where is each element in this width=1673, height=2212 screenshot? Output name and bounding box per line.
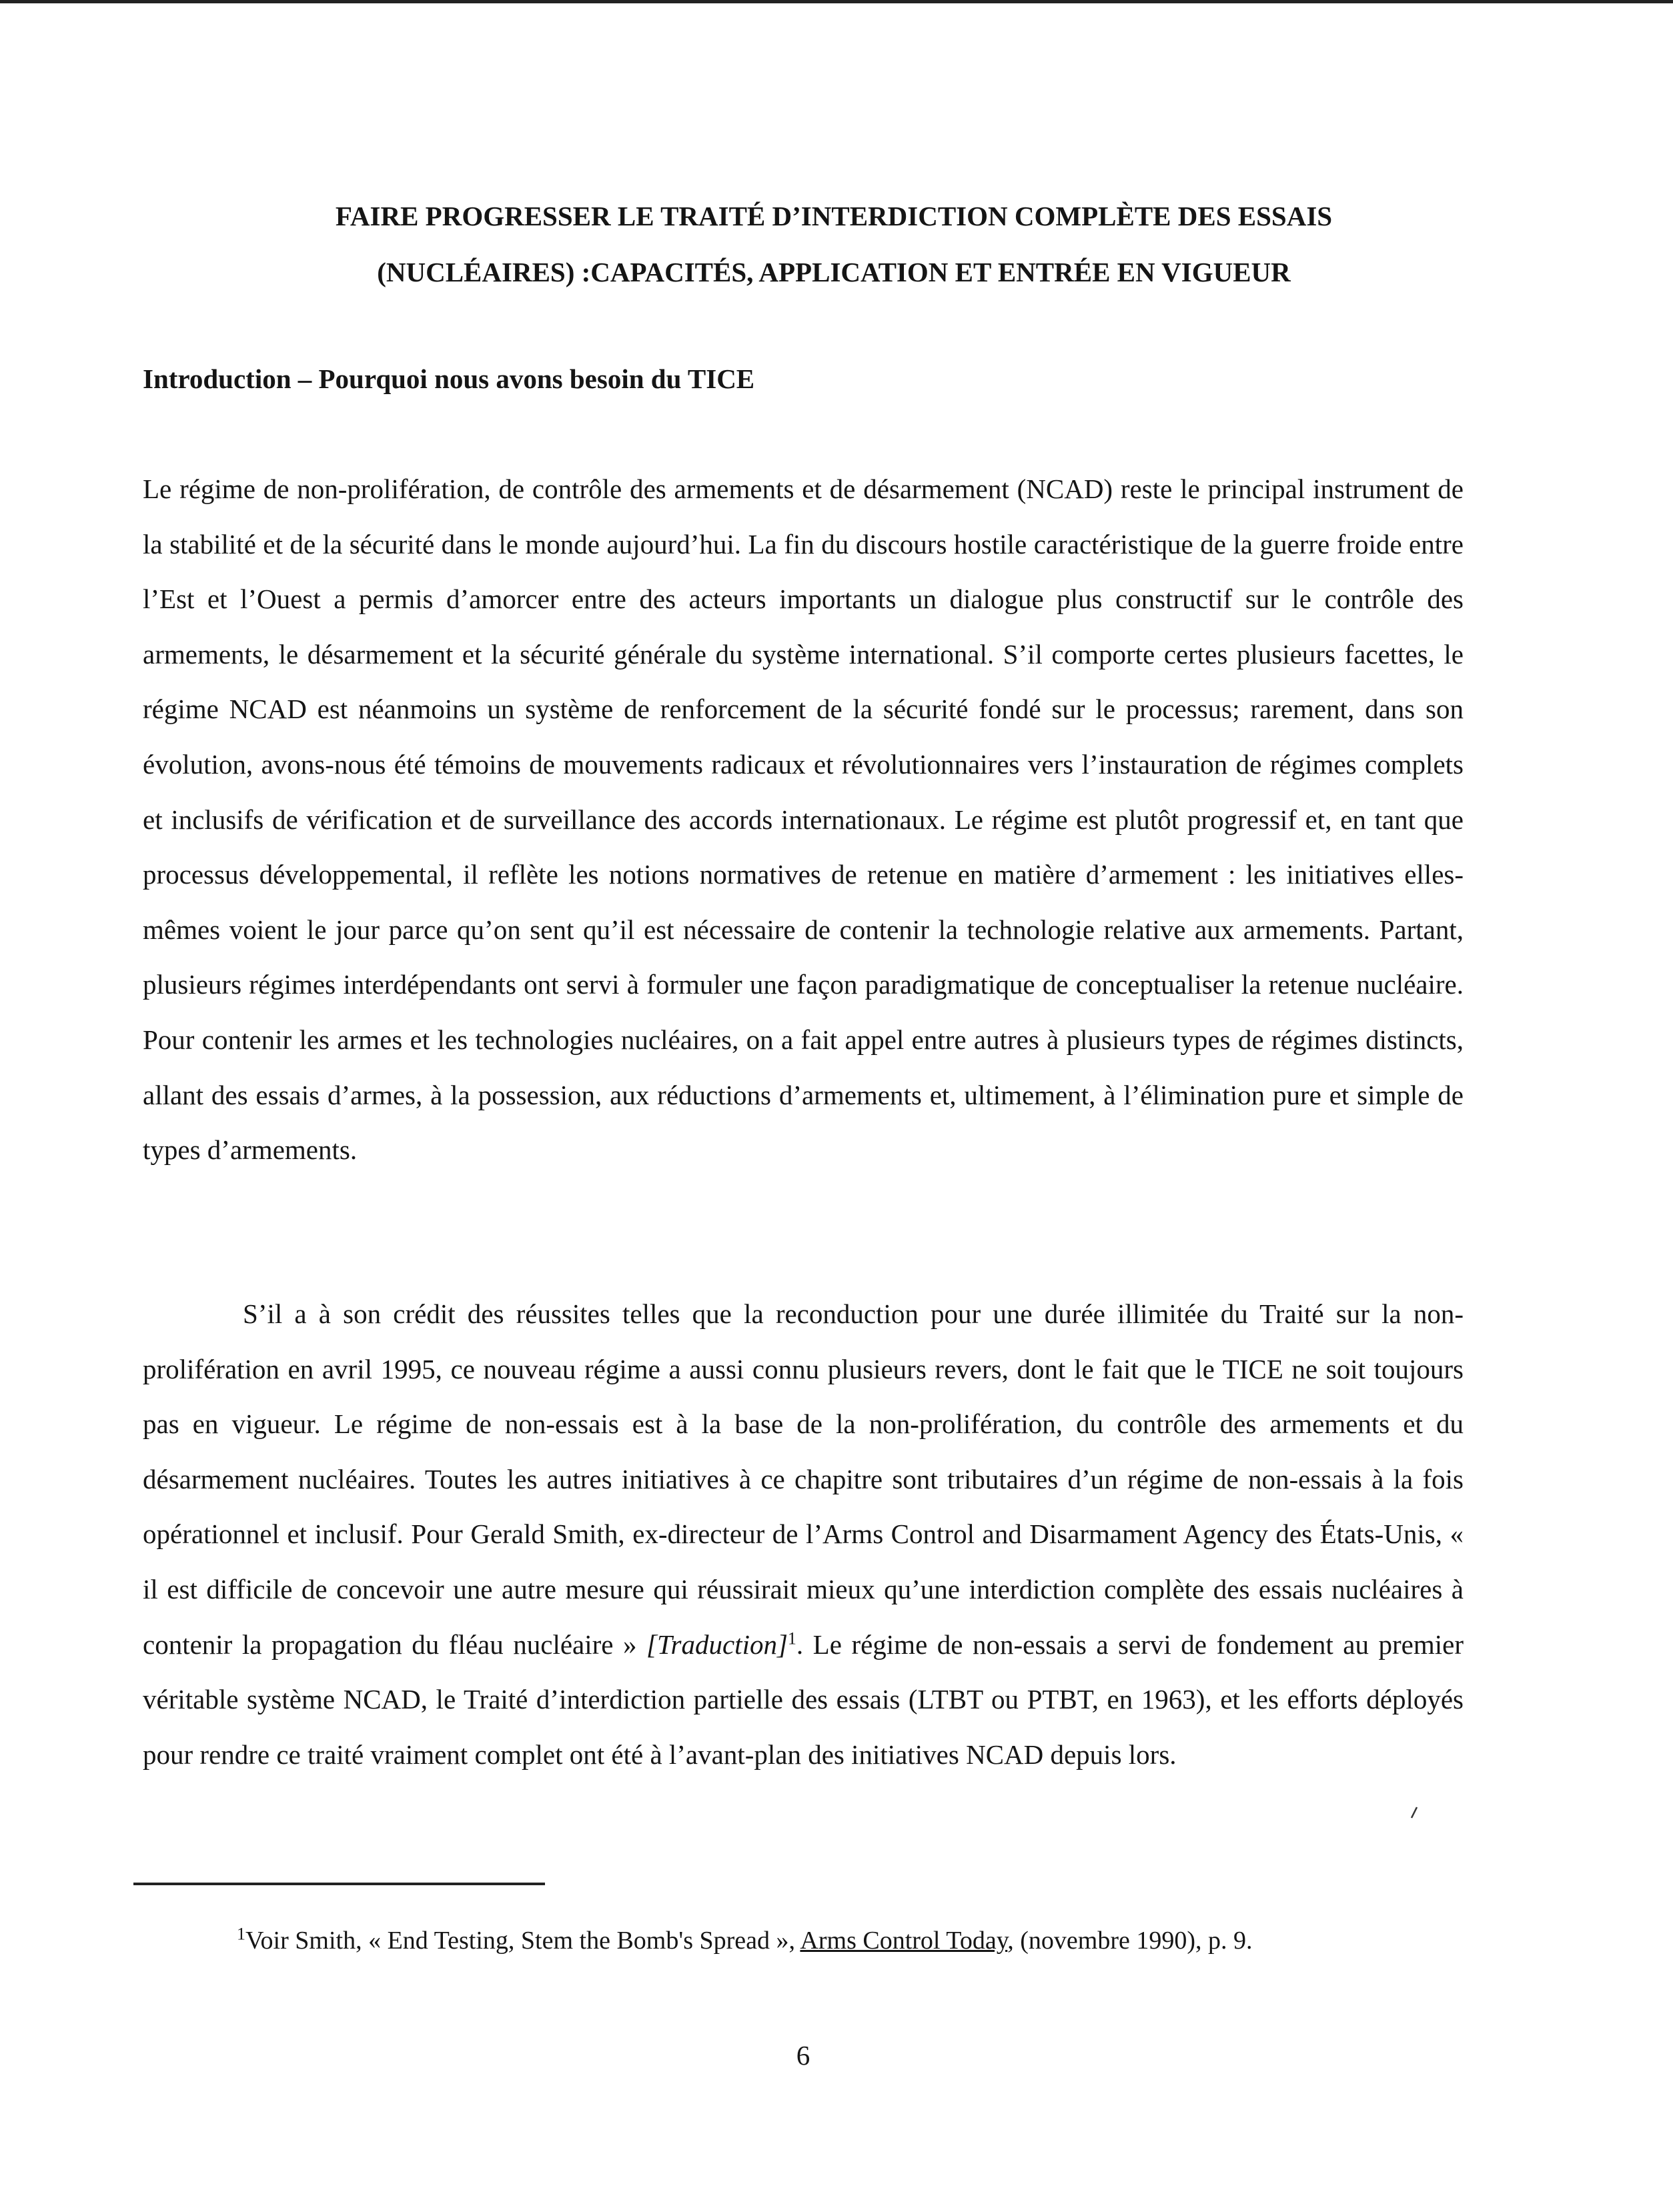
top-border-line	[0, 0, 1673, 3]
page-number: 6	[796, 2040, 810, 2071]
footnote-journal-title: Arms Control Today	[800, 1927, 1008, 1955]
title-line-1: FAIRE PROGRESSER LE TRAITÉ D’INTERDICTION COMPLÈTE DES ESSAIS	[335, 201, 1333, 231]
section-heading: Introduction – Pourquoi nous avons besoin du TICE	[143, 363, 755, 394]
footnote-citation-end: , (novembre 1990), p. 9.	[1007, 1927, 1253, 1955]
paragraph-2-text: S’il a à son crédit des réussites telles que la reconduction pour une durée illimitée du Traité sur la non-prolifération en avril 1995, ce nouveau régime a aussi connu plusieurs revers, dont le fait que le TICE ne soit toujours pas en vigueur. Le régime de non-essais est à la base de la non-prolifération, du contrôle des armements et du désarmement nucléaires. Toutes les autres initiatives à ce chapitre sont tributaires d’un régime de non-essais à la fois opérationnel et inclusif. Pour Gerald Smith, ex-directeur de l’Arms Control and Disarmament Agency des États-Unis, « il est difficile de concevoir une autre mesure qui réussirait mieux qu’une interdiction complète des essais nucléaires à contenir la propagation du fléau nucléaire »	[143, 1298, 1464, 1660]
footnote-reference: 1	[787, 1628, 796, 1648]
paragraph-2-continuation: . Le régime de non-essais a servi de fondement au premier véritable système NCAD, le Traité d’interdiction partielle des essais (LTBT ou PTBT, en 1963), et les efforts déployés pour rendre ce traité vraiment complet ont été à l’avant-plan des initiatives NCAD depuis lors.	[143, 1628, 1464, 1770]
footnote-text: Voir Smith, « End Testing, Stem the Bomb's Spread »,	[245, 1927, 800, 1955]
body-paragraph-1: Le régime de non-prolifération, de contrôle des armements et de désarmement (NCAD) reste le principal instrument de la stabilité et de la sécurité dans le monde aujourd’hui. La fin du discours hostile caractéristique de la guerre froide entre l’Est et l’Ouest a permis d’amorcer entre des acteurs importants un dialogue plus constructif sur le contrôle des armements, le désarmement et la sécurité générale du système international. S’il comporte certes plusieurs facettes, le régime NCAD est néanmoins un système de renforcement de la sécurité fondé sur le processus; rarement, dans son évolution, avons-nous été témoins de mouvements radicaux et révolutionnaires vers l’instauration de régimes complets et inclusifs de vérification et de surveillance des accords internationaux. Le régime est plutôt progressif et, en tant que processus développemental, il reflète les notions normatives de retenue en matière d’armement : les initiatives elles-mêmes voient le jour parce qu’on sent qu’il est nécessaire de contenir la technologie relative aux armements. Partant, plusieurs régimes interdépendants ont servi à formuler une façon paradigmatique de conceptualiser la retenue nucléaire. Pour contenir les armes et les technologies nucléaires, on a fait appel entre autres à plusieurs types de régimes distincts, allant des essais d’armes, à la possession, aux réductions d’armements et, ultimement, à l’élimination pure et simple de types d’armements.	[143, 473, 1464, 1166]
body-paragraph-2	[143, 1286, 1464, 1782]
document-title	[200, 188, 1468, 300]
title-line-2: (NUCLÉAIRES) :CAPACITÉS, APPLICATION ET ENTRÉE EN VIGUEUR	[377, 257, 1291, 287]
translation-note: [Traduction]	[646, 1628, 788, 1660]
footnote-separator	[133, 1883, 545, 1885]
footnote	[237, 1921, 1253, 1961]
footnote-marker: 1	[237, 1924, 245, 1944]
pen-mark	[1409, 1806, 1418, 1819]
